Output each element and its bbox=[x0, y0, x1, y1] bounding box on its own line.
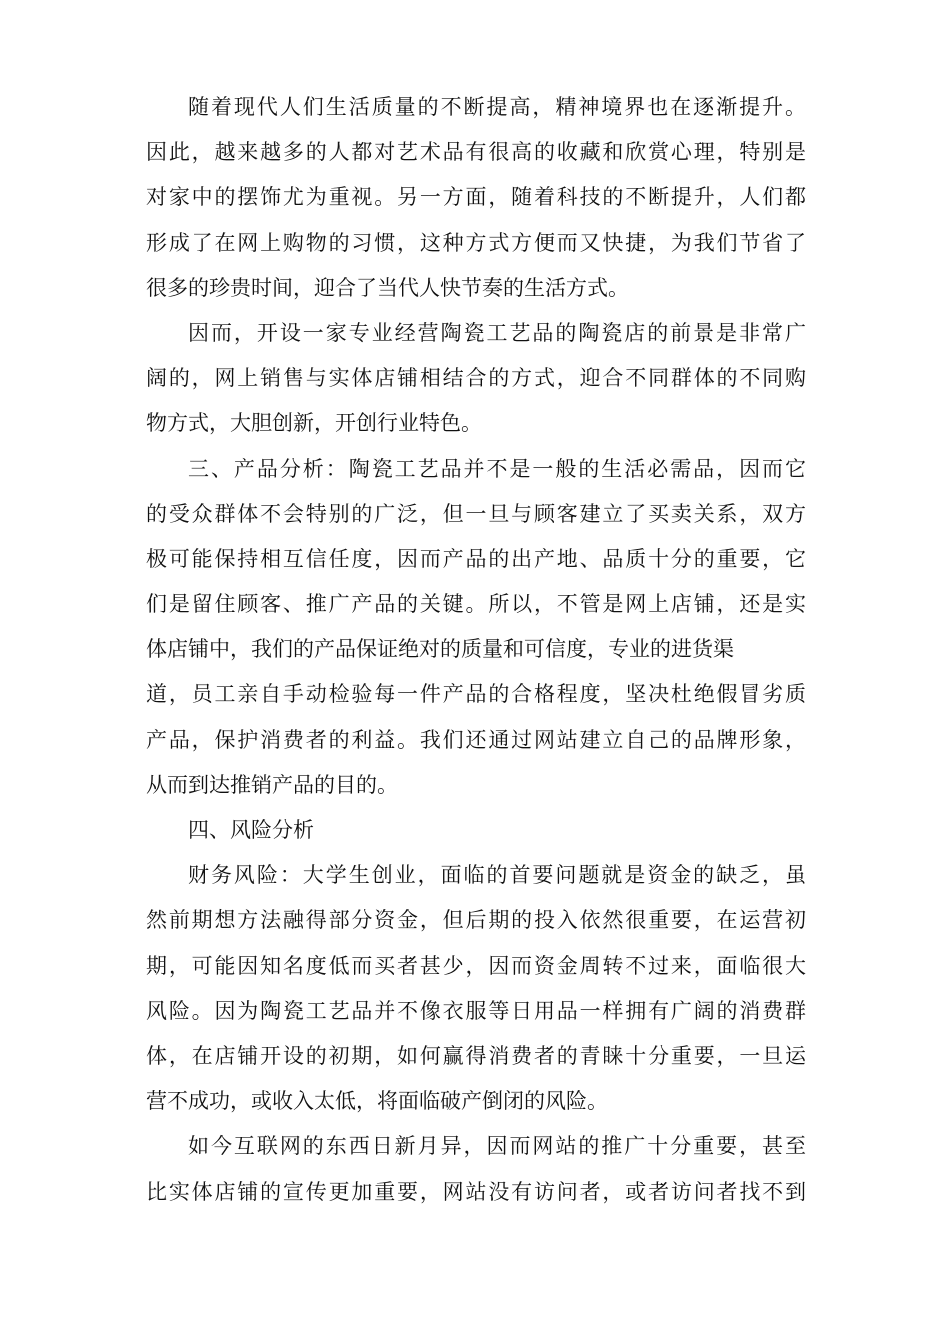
text-line: 风险。因为陶瓷工艺品并不像衣服等日用品一样拥有广阔的消费群 bbox=[146, 998, 806, 1023]
text-line: 然前期想方法融得部分资金，但后期的投入依然很重要，在运营初 bbox=[146, 908, 806, 933]
text-line: 物方式，大胆创新，开创行业特色。 bbox=[146, 411, 482, 436]
text-line: 财务风险：大学生创业，面临的首要问题就是资金的缺乏，虽 bbox=[188, 863, 806, 888]
text-line: 道，员工亲自手动检验每一件产品的合格程度，坚决杜绝假冒劣质 bbox=[146, 682, 806, 707]
text-line: 们是留住顾客、推广产品的关键。所以，不管是网上店铺，还是实 bbox=[146, 592, 806, 617]
text-line: 对家中的摆饰尤为重视。另一方面，随着科技的不断提升，人们都 bbox=[146, 185, 806, 210]
text-line: 三、产品分析：陶瓷工艺品并不是一般的生活必需品，因而它 bbox=[188, 456, 806, 481]
text-line: 体，在店铺开设的初期，如何赢得消费者的青睐十分重要，一旦运 bbox=[146, 1043, 806, 1068]
text-line: 很多的珍贵时间，迎合了当代人快节奏的生活方式。 bbox=[146, 275, 629, 300]
text-line: 形成了在网上购物的习惯，这种方式方便而又快捷，为我们节省了 bbox=[146, 230, 806, 255]
text-line: 从而到达推销产品的目的。 bbox=[146, 772, 398, 797]
text-line: 因此，越来越多的人都对艺术品有很高的收藏和欣赏心理，特别是 bbox=[146, 140, 806, 165]
text-line: 阔的，网上销售与实体店铺相结合的方式，迎合不同群体的不同购 bbox=[146, 366, 806, 391]
text-line: 因而，开设一家专业经营陶瓷工艺品的陶瓷店的前景是非常广 bbox=[188, 320, 806, 345]
text-line: 体店铺中，我们的产品保证绝对的质量和可信度，专业的进货渠 bbox=[146, 637, 734, 662]
text-line: 极可能保持相互信任度，因而产品的出产地、品质十分的重要，它 bbox=[146, 546, 806, 571]
text-line: 产品，保护消费者的利益。我们还通过网站建立自己的品牌形象， bbox=[146, 727, 806, 752]
text-line: 比实体店铺的宣传更加重要，网站没有访问者，或者访问者找不到 bbox=[146, 1179, 806, 1204]
text-line: 期，可能因知名度低而买者甚少，因而资金周转不过来，面临很大 bbox=[146, 953, 806, 978]
text-line: 四、风险分析 bbox=[188, 818, 314, 842]
document-body bbox=[146, 85, 806, 1215]
text-line: 营不成功，或收入太低，将面临破产倒闭的风险。 bbox=[146, 1089, 608, 1114]
text-line: 随着现代人们生活质量的不断提高，精神境界也在逐渐提升。 bbox=[188, 95, 806, 119]
text-line: 的受众群体不会特别的广泛，但一旦与顾客建立了买卖关系，双方 bbox=[146, 501, 806, 526]
text-line: 如今互联网的东西日新月异，因而网站的推广十分重要，甚至 bbox=[188, 1134, 806, 1159]
